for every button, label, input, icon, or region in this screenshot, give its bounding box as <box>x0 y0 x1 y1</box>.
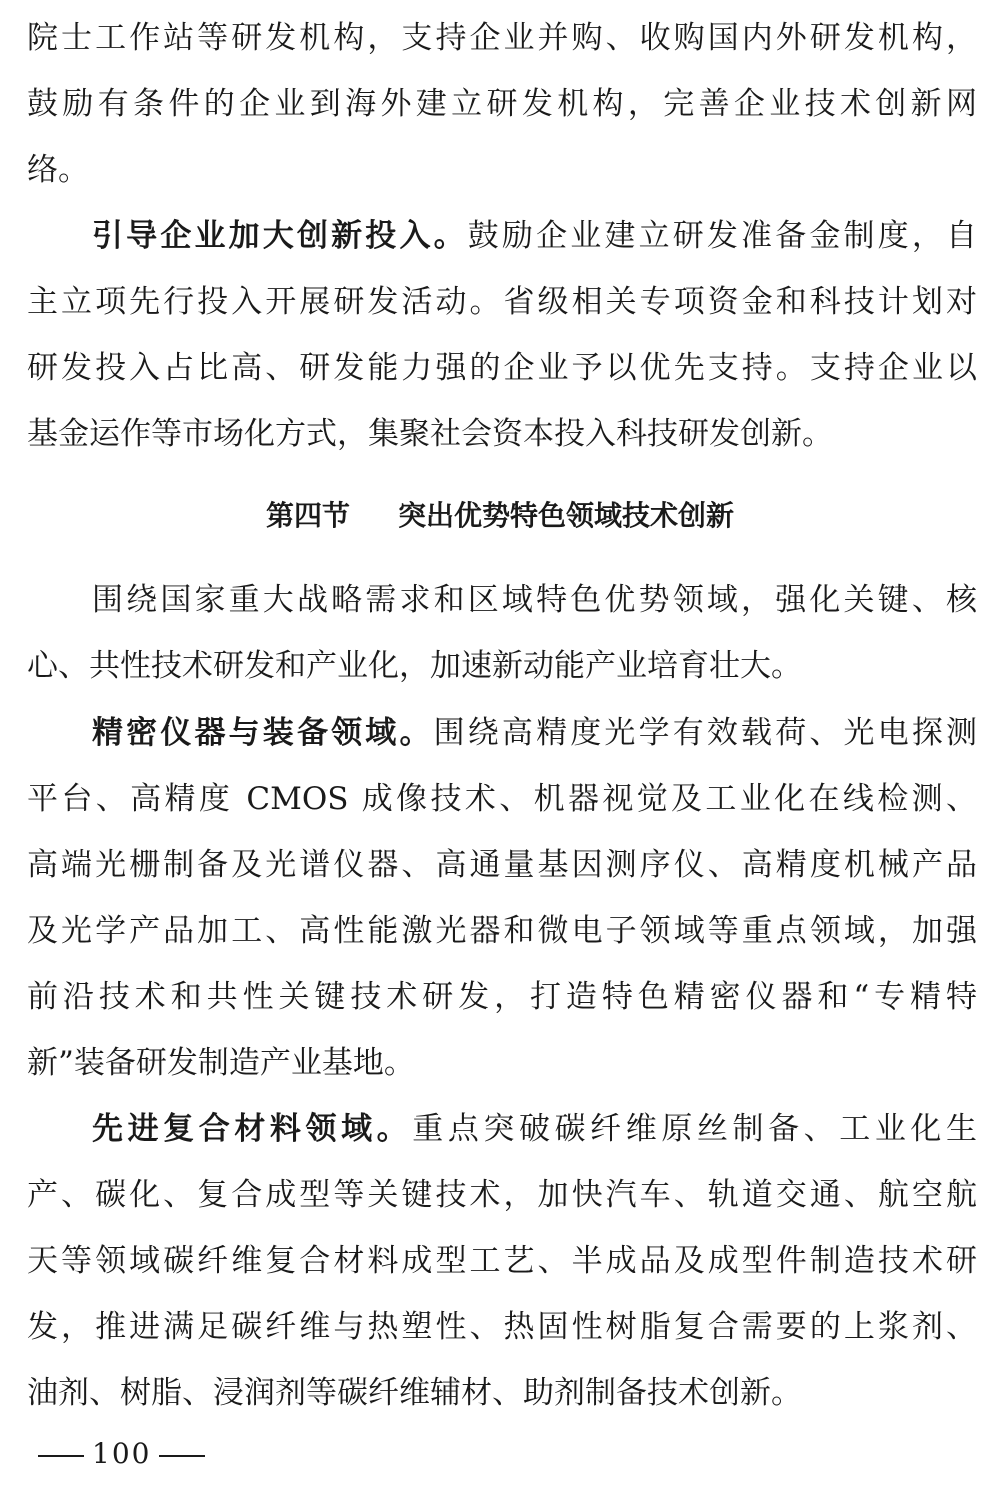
paragraph-5-lead: 先进复合材料领域。 <box>92 1111 413 1147</box>
paragraph-4-line-5: 前沿技术和共性关键技术研发，打造特色精密仪器和“专精特 <box>27 979 977 1015</box>
paragraph-5-line-3: 天等领域碳纤维复合材料成型工艺、半成品及成型件制造技术研 <box>27 1243 977 1279</box>
paragraph-5-line-2: 产、碳化、复合成型等关键技术，加快汽车、轨道交通、航空航 <box>27 1177 977 1213</box>
paragraph-4-lead: 精密仪器与装备领域。 <box>92 715 434 751</box>
paragraph-1-line-1: 院士工作站等研发机构，支持企业并购、收购国内外研发机构， <box>27 20 977 56</box>
paragraph-4-line-4: 及光学产品加工、高性能激光器和微电子领域等重点领域，加强 <box>27 913 977 949</box>
section-heading <box>0 496 1000 536</box>
paragraph-4-line-1 <box>92 713 977 753</box>
paragraph-4-line-2: 平台、高精度 CMOS 成像技术、机器视觉及工业化在线检测、 <box>27 781 977 817</box>
paragraph-5-line-4: 发，推进满足碳纤维与热塑性、热固性树脂复合需要的上浆剂、 <box>27 1309 977 1345</box>
paragraph-3-line-2: 心、共性技术研发和产业化，加速新动能产业培育壮大。 <box>27 648 802 684</box>
paragraph-2-line-3: 研发投入占比高、研发能力强的企业予以优先支持。支持企业以 <box>27 350 977 386</box>
paragraph-4-line-1-rest: 围绕高精度光学有效载荷、光电探测 <box>433 715 978 751</box>
page-number-value: 100 <box>92 1437 152 1470</box>
paragraph-2-lead: 引导企业加大创新投入。 <box>92 218 468 254</box>
paragraph-2-line-1-rest: 鼓励企业建立研发准备金制度，自 <box>467 218 978 254</box>
section-title: 突出优势特色领域技术创新 <box>398 499 735 532</box>
paragraph-5-line-1-rest: 重点突破碳纤维原丝制备、工业化生 <box>412 1111 977 1147</box>
paragraph-2-line-1 <box>92 216 977 256</box>
paragraph-4-line-6: 新”装备研发制造产业基地。 <box>27 1045 415 1081</box>
page-number <box>30 1434 213 1474</box>
section-number: 第四节 <box>265 499 350 532</box>
page-number-left-dash <box>38 1455 84 1457</box>
paragraph-4-line-3: 高端光栅制备及光谱仪器、高通量基因测序仪、高精度机械产品 <box>27 847 977 883</box>
paragraph-1-line-2: 鼓励有条件的企业到海外建立研发机构，完善企业技术创新网 <box>27 86 977 122</box>
paragraph-1-line-3: 络。 <box>27 152 89 188</box>
paragraph-5-line-1 <box>92 1109 977 1149</box>
page-number-right-dash <box>159 1455 205 1457</box>
paragraph-3-line-1: 围绕国家重大战略需求和区域特色优势领域，强化关键、核 <box>92 582 977 618</box>
paragraph-2-line-2: 主立项先行投入开展研发活动。省级相关专项资金和科技计划对 <box>27 284 977 320</box>
paragraph-5-line-5: 油剂、树脂、浸润剂等碳纤维辅材、助剂制备技术创新。 <box>27 1375 802 1411</box>
paragraph-2-line-4: 基金运作等市场化方式，集聚社会资本投入科技研发创新。 <box>27 416 833 452</box>
